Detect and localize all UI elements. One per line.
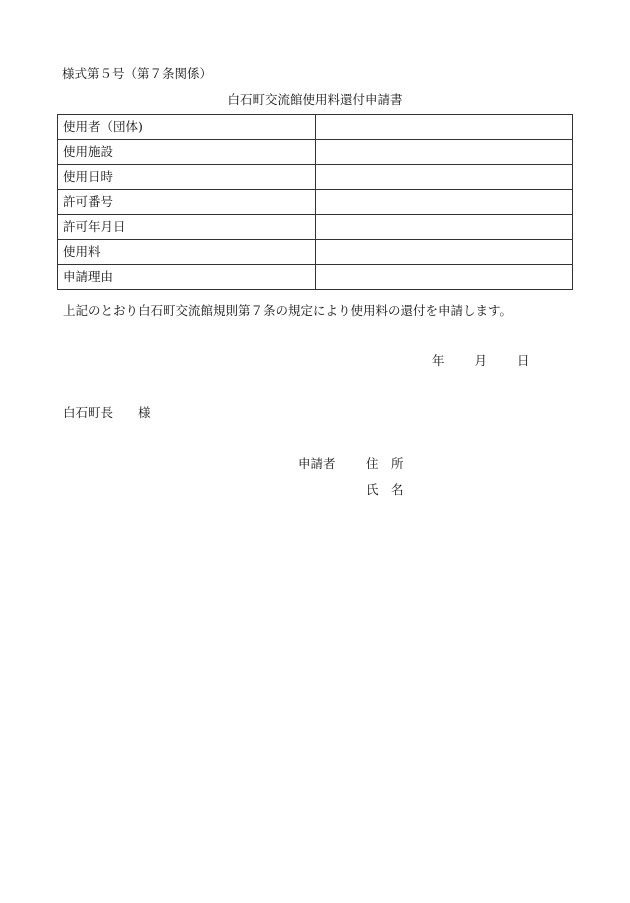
row-value-permit-date[interactable] — [316, 215, 573, 240]
date-line — [432, 355, 530, 368]
row-value-datetime[interactable] — [316, 165, 573, 190]
date-month: 月 — [474, 353, 488, 368]
table-row — [58, 165, 573, 190]
document-title: 白石町交流館使用料還付申請書 — [227, 92, 403, 107]
row-label-fee: 使用料 — [58, 240, 316, 265]
row-label-datetime: 使用日時 — [58, 165, 316, 190]
date-day: 日 — [517, 353, 530, 368]
name-label: 氏 名 — [366, 482, 404, 497]
row-label-reason: 申請理由 — [58, 265, 316, 290]
table-row — [58, 215, 573, 240]
table-row — [58, 240, 573, 265]
row-value-fee[interactable] — [316, 240, 573, 265]
row-value-permit-number[interactable] — [316, 190, 573, 215]
application-table — [57, 114, 573, 290]
form-number: 様式第５号（第７条関係） — [62, 66, 213, 81]
table-row — [58, 265, 573, 290]
row-label-permit-date: 許可年月日 — [58, 215, 316, 240]
table-row — [58, 190, 573, 215]
table-row — [58, 115, 573, 140]
applicant-label: 申請者 — [298, 456, 336, 471]
address-label: 住 所 — [366, 456, 404, 471]
row-value-facility[interactable] — [316, 140, 573, 165]
addressee: 白石町長 様 — [63, 405, 151, 420]
application-statement: 上記のとおり白石町交流館規則第７条の規定により使用料の還付を申請します。 — [63, 303, 513, 318]
row-label-user: 使用者（団体) — [58, 115, 316, 140]
row-label-facility: 使用施設 — [58, 140, 316, 165]
date-year: 年 — [432, 353, 445, 368]
row-value-reason[interactable] — [316, 265, 573, 290]
table-row — [58, 140, 573, 165]
row-label-permit-number: 許可番号 — [58, 190, 316, 215]
row-value-user[interactable] — [316, 115, 573, 140]
